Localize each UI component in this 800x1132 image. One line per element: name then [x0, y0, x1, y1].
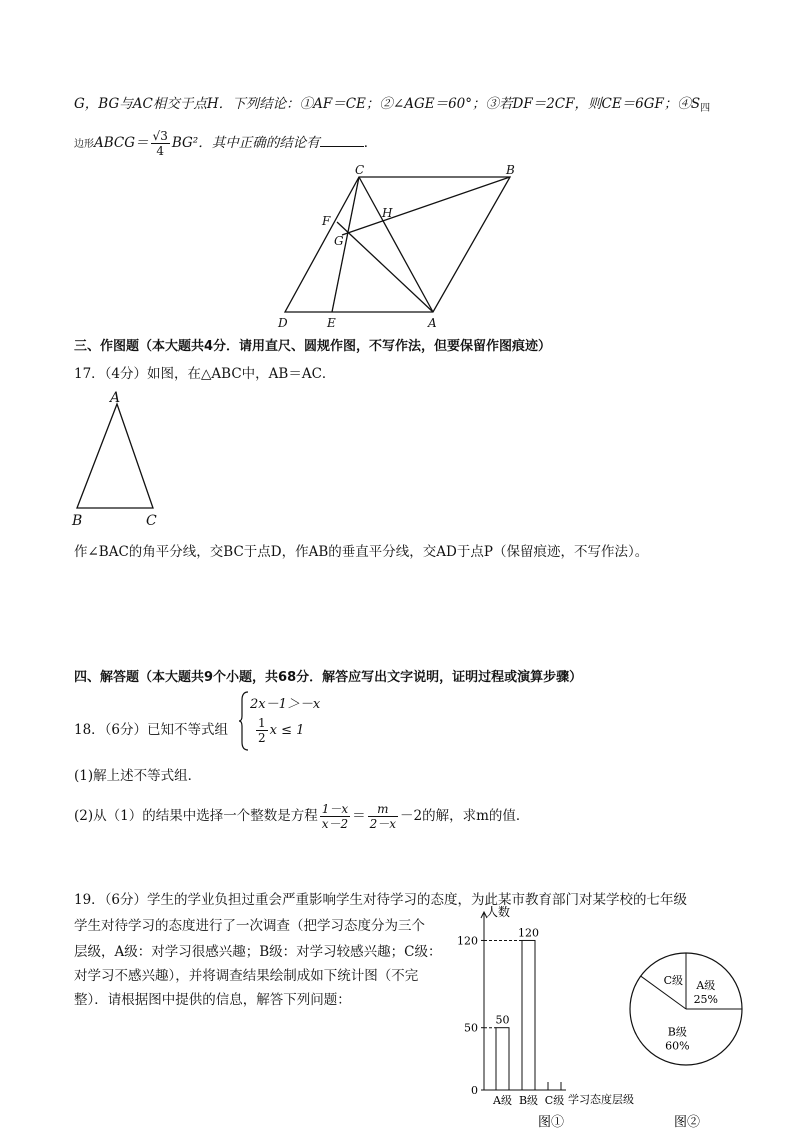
pie-marks — [630, 953, 742, 1065]
section4-title: 四、解答题（本大题共9个小题，共68分．解答应写出文字说明，证明过程或演算步骤） — [74, 670, 583, 685]
q18-part2-b: 的解，求m的值． — [422, 808, 530, 824]
q16-line1 — [74, 94, 710, 119]
bar-marks — [457, 926, 564, 1107]
section3-title: 三、作图题（本大题共4分．请用直尺、圆规作图，不写作法，但要保留作图痕迹） — [74, 339, 552, 354]
q18-part1: (1)解上述不等式组． — [74, 768, 202, 784]
q16-figure — [270, 165, 530, 330]
q16-line2-a: ABCG＝ — [94, 135, 149, 151]
label-B: B — [72, 513, 83, 528]
slice-label: A级 — [696, 979, 716, 993]
label-E: E — [327, 316, 336, 330]
q18-ineq2 — [254, 716, 304, 745]
label-A: A — [110, 390, 121, 406]
q17-triangle — [66, 388, 176, 528]
category-label: C级 — [544, 1094, 565, 1107]
category-label: A级 — [493, 1094, 512, 1107]
q16-subscript-top: 四 — [700, 103, 711, 114]
q16-line2-end: ． — [363, 135, 378, 151]
q18-ineq1: 2x－1＞－x — [250, 697, 321, 712]
label-B: B — [506, 165, 515, 177]
q18-eq-eq: ＝ — [352, 808, 366, 824]
q18-part2-a: (2)从（1）的结果中选择一个整数是方程 — [74, 808, 318, 824]
parallelogram — [285, 177, 510, 312]
q19-line4: 对学习不感兴趣），并将调查结果绘制成如下统计图（不完 — [74, 968, 419, 984]
bar-data-label: 50 — [495, 1013, 510, 1027]
q16-fraction — [151, 129, 170, 158]
q18-part2 — [74, 796, 529, 836]
q19-line3: 层级，A级：对学习很感兴趣；B级：对学习较感兴趣；C级： — [74, 944, 442, 960]
q18-eq-l-den: x－2 — [321, 817, 349, 831]
label-F: F — [322, 214, 331, 228]
q18-eq-tail: －2 — [400, 808, 423, 824]
fig2-caption: 图② — [674, 1115, 701, 1130]
slice-label: B级 — [667, 1025, 687, 1039]
label-H: H — [382, 206, 393, 220]
brace-icon — [238, 690, 250, 752]
diagonal-ca — [359, 177, 433, 312]
answer-blank[interactable] — [320, 134, 364, 147]
label-C: C — [146, 513, 157, 528]
q18-eq-r-num: m — [368, 802, 398, 817]
label-G: G — [334, 234, 344, 248]
label-A: A — [428, 316, 437, 330]
q18-stem: 18．（6分）已知不等式组 — [74, 722, 229, 738]
q16-frac-den: 4 — [156, 144, 164, 158]
q18-ineq2-rest: x ≤ 1 — [269, 723, 305, 738]
bar — [496, 1028, 509, 1090]
fig1-caption: 图① — [538, 1115, 565, 1130]
bar-chart — [450, 902, 650, 1130]
q19-line1: 19．（6分）学生的学业负担过重会严重影响学生对待学习的态度，为此某市教育部门对某学校的七年级 — [74, 892, 688, 908]
bar — [522, 940, 535, 1090]
q16-figure-lines — [285, 177, 510, 312]
slice-value-label: 60% — [665, 1039, 690, 1053]
pie-chart — [622, 945, 752, 1130]
category-label: B级 — [518, 1094, 539, 1107]
q16-frac-num: √3 — [152, 129, 168, 143]
bar-data-label: 120 — [518, 926, 539, 940]
label-D: D — [278, 316, 288, 330]
triangle-abc — [77, 404, 153, 508]
bar-xlabel: 学习态度层级 — [568, 1093, 634, 1106]
segment-af — [337, 222, 433, 312]
q18-eq-r-den: 2－x — [369, 817, 397, 831]
q16-line2 — [74, 124, 377, 162]
q18-ineq2-den: 2 — [258, 731, 266, 745]
q17-stem: 17．（4分）如图，在△ABC中，AB＝AC． — [74, 366, 336, 382]
label-C: C — [355, 165, 365, 177]
q18-eq-l-num: 1－x — [321, 802, 349, 816]
q18-eq-left — [320, 802, 350, 831]
q16-line2-b: BG²．其中正确的结论有 — [171, 135, 320, 151]
q18-ineq2-frac — [256, 716, 268, 745]
q18-ineq2-num: 1 — [258, 716, 266, 730]
q17-task: 作∠BAC的角平分线，交BC于点D，作AB的垂直平分线，交AD于点P（保留痕迹，不写作法）。 — [74, 544, 649, 560]
q18-eq-right — [368, 802, 398, 831]
y-tick-label: 50 — [464, 1021, 478, 1035]
y-tick-label: 0 — [471, 1084, 478, 1097]
y-tick-label: 120 — [457, 934, 478, 948]
q16-subscript-bottom: 边形 — [74, 139, 94, 150]
bar-ylabel: 人数 — [486, 905, 511, 919]
q16-line1-text: G，BG与AC相交于点H．下列结论：①AF＝CE；②∠AGE＝60°；③若DF＝2CF，则CE＝6GF；④S — [74, 96, 701, 112]
q19-line5: 整）．请根据图中提供的信息，解答下列问题： — [74, 992, 351, 1008]
slice-value-label: 25% — [693, 993, 719, 1007]
q19-line2: 学生对待学习的态度进行了一次调查（把学习态度分为三个 — [74, 918, 425, 934]
segment-bg — [342, 177, 510, 235]
slice-label: C级 — [663, 974, 683, 988]
